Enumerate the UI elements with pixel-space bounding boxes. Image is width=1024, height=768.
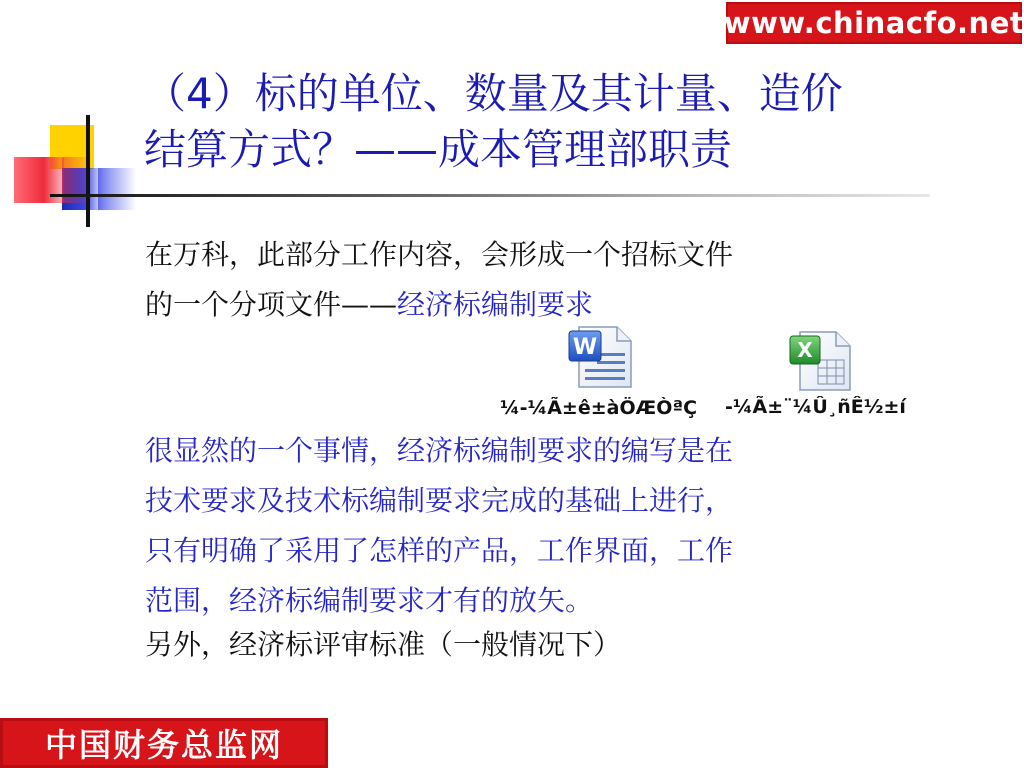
word-attachment-caption: ¼-¼Ã±ê±àÖÆÒªÇ [500, 397, 698, 419]
closing-line: 另外，经济标评审标准（一般情况下） [145, 628, 622, 661]
explanation-line-4: 范围，经济标编制要求才有的放矢。 [145, 584, 594, 617]
word-document-icon[interactable] [567, 325, 633, 389]
slide-title-line-1: （4）标的单位、数量及其计量、造价 [144, 69, 843, 118]
slide-title [144, 66, 1014, 178]
intro-line-2 [145, 280, 885, 330]
explanation-line-1: 很显然的一个事情，经济标编制要求的编写是在 [145, 434, 734, 467]
site-watermark-text: www.chinacfo.net [723, 6, 1024, 40]
site-watermark [723, 2, 1024, 44]
intro-paragraph [145, 230, 885, 330]
decor-vertical-line [86, 115, 90, 227]
decor-blue-fade [98, 168, 136, 210]
slide-title-line-2: 结算方式？——成本管理部职责 [144, 125, 733, 174]
excel-spreadsheet-icon[interactable] [788, 330, 852, 392]
excel-attachment-caption: -¼Ã±¨¼Û¸ñÊ½±í [725, 396, 906, 418]
intro-line-2-prefix: 的一个分项文件—— [145, 288, 398, 321]
explanation-paragraph [145, 426, 885, 626]
explanation-line-2: 技术要求及技术标编制要求完成的基础上进行， [145, 484, 734, 517]
title-underline [50, 194, 930, 197]
explanation-line-3: 只有明确了采用了怎样的产品，工作界面，工作 [145, 534, 734, 567]
excel-attachment[interactable] [725, 330, 915, 418]
intro-line-1: 在万科，此部分工作内容，会形成一个招标文件 [145, 238, 734, 271]
svg-text:W: W [572, 335, 598, 360]
svg-text:X: X [797, 338, 813, 362]
economic-bid-requirements-link[interactable]: 经济标编制要求 [397, 288, 594, 321]
word-attachment[interactable] [500, 325, 700, 419]
chinese-site-watermark [0, 718, 328, 768]
chinese-site-watermark-text: 中国财务总监网 [44, 726, 283, 764]
